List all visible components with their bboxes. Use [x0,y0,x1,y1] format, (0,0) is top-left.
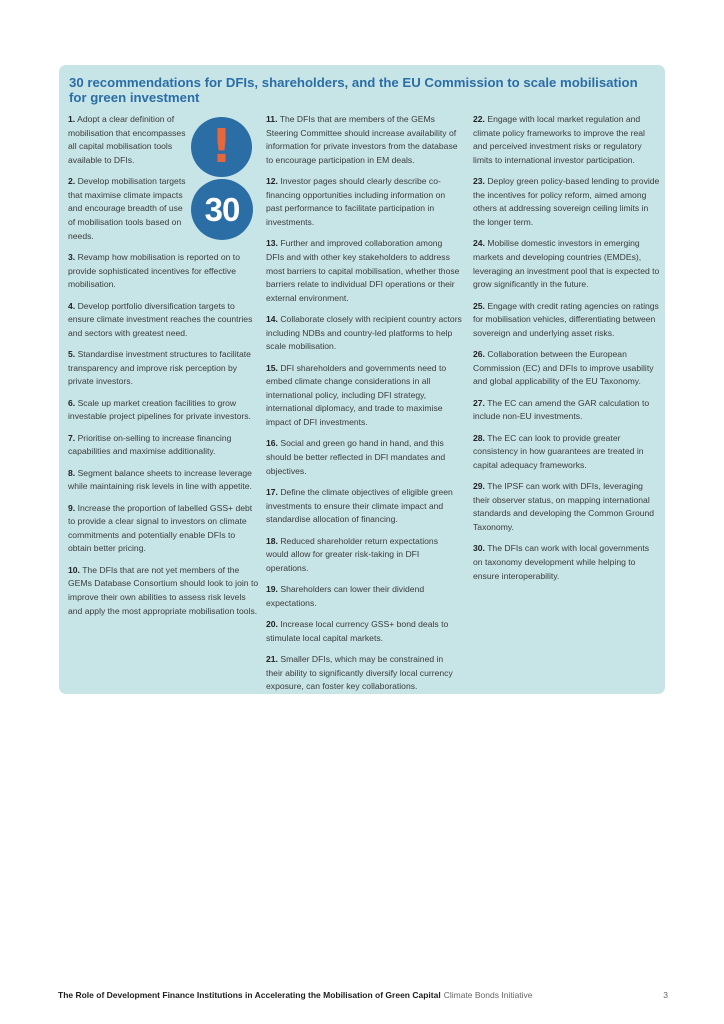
recommendation-item: 17. Define the climate objectives of eligible green investments to ensure their climate impact and standardise allocation of financing. [266,487,453,525]
column-3 [473,113,661,591]
recommendation-item: 11. The DFIs that are members of the GEMs Steering Committee should increase availability of information for private investors from the database to encourage participation in EM deals. [266,114,458,165]
recommendation-item: 9. Increase the proportion of labelled GSS+ debt to provide a clear signal to investors on climate commitments and potentially enable DFIs to obtain better pricing. [68,502,253,554]
recommendation-item: 6. Scale up market creation facilities to grow investable project pipelines for private investors. [68,397,251,422]
exclamation-glyph: ! [211,119,232,173]
column-1 [68,113,260,626]
footer-report-title: The Role of Development Finance Institutions in Accelerating the Mobilisation of Green Capital [58,990,441,1000]
recommendation-item: 30. The DFIs can work with local governments on taxonomy development while helping to ensure interoperability. [473,543,650,581]
recommendation-item: 12. Investor pages should clearly describe co-financing opportunities including information on past performance to facilitate participation in investments. [266,176,446,227]
panel-title: 30 recommendations for DFIs, shareholders, and the EU Commission to scale mobilisation for green investment [69,75,638,105]
recommendation-item: 2. Develop mobilisation targets that maximise climate impacts and encourage breadth of use of mobilisation tools based on needs. [68,176,186,241]
badge-number: 30 [204,191,240,228]
footer-organisation: Climate Bonds Initiative [443,990,533,1000]
recommendation-item: 13. Further and improved collaboration among DFIs and with other key stakeholders to address most barriers to capital mobilisation, whether those barriers relate to individual DFI operations or their external environment. [266,238,460,303]
recommendation-item: 16. Social and green go hand in hand, and this should be better reflected in DFI mandates and objectives. [266,438,446,476]
recommendation-item: 1. Adopt a clear definition of mobilisation that encompasses all capital mobilisation tools available to DFIs. [68,114,186,165]
recommendation-item: 15. DFI shareholders and governments need to embed climate change considerations in all international policy, including DFI strategy, international diplomacy, and trade to maximise impact of DFI investments. [266,362,447,428]
recommendation-item: 10. The DFIs that are not yet members of the GEMs Database Consortium should look to join to improve their own abilities to assess risk levels and apply the most appropriate mobilisation tools. [68,564,259,616]
recommendation-item: 27. The EC can amend the GAR calculation to include non-EU investments. [473,397,650,422]
recommendation-item: 21. Smaller DFIs, which may be constrained in their ability to significantly diversify local currency exposure, can foster key collaborations. [266,654,453,692]
recommendation-item: 3. Revamp how mobilisation is reported on to provide sophisticated incentives for effective mobilisation. [68,251,240,290]
recommendation-item: 26. Collaboration between the European Commission (EC) and DFIs to improve usability and global applicability of the EU Taxonomy. [473,349,654,387]
recommendation-item: 22. Engage with local market regulation and climate policy frameworks to improve the real and perceived investment risks or regulatory limits to international investor participation. [473,114,645,165]
recommendation-item: 7. Prioritise on-selling to increase financing capabilities and maximise additionality. [68,432,232,457]
recommendation-item: 24. Mobilise domestic investors in emerging markets and developing countries (EMDEs), leveraging an investment pool that is expected to grow significantly in the future. [473,238,660,290]
recommendation-item: 5. Standardise investment structures to facilitate transparency and improve risk perception by private investors. [68,349,251,387]
recommendation-item: 20. Increase local currency GSS+ bond deals to stimulate local capital markets. [266,619,449,643]
recommendation-item: 28. The EC can look to provide greater consistency in how guarantees are treated in capital adequacy frameworks. [473,432,644,470]
recommendation-item: 4. Develop portfolio diversification targets to ensure climate investment reaches the countries and sectors with greatest need. [68,300,253,338]
page-footer [58,989,668,1001]
recommendation-item: 29. The IPSF can work with DFIs, leveraging their observer status, on mapping international standards and developing the Common Ground Taxonomy. [473,481,655,533]
column-2 [266,113,462,702]
recommendation-item: 23. Deploy green policy-based lending to provide the incentives for policy reform, aimed among others at addressing sovereign ceiling limits in the longer term. [473,176,660,227]
recommendation-item: 18. Reduced shareholder return expectations would allow for greater risk-taking in DFI operations. [266,535,438,573]
recommendation-item: 14. Collaborate closely with recipient country actors including NDBs and country-led platforms to help scale mobilisation. [266,314,462,352]
recommendation-item: 25. Engage with credit rating agencies on ratings for mobilisation vehicles, differentiating between sovereign and underlying asset risks. [473,300,659,338]
page-number: 3 [663,990,668,1000]
recommendation-item: 8. Segment balance sheets to increase leverage while maintaining risk levels in line with appetite. [68,467,252,492]
recommendation-item: 19. Shareholders can lower their dividend expectations. [266,584,425,608]
